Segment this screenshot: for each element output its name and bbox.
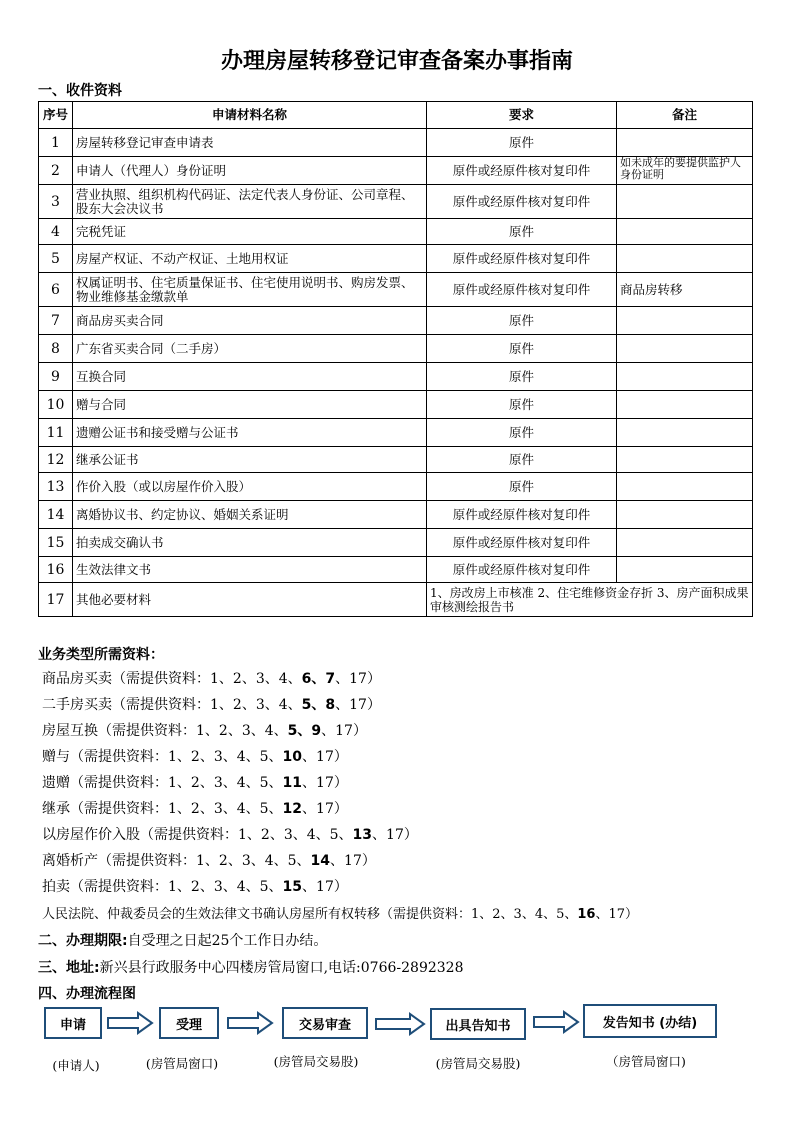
biz-type-list-end: 、17） xyxy=(302,775,348,791)
biz-type-item xyxy=(42,694,381,714)
biz-type-name: 人民法院、仲裁委员会的生效法律文书确认房屋所有权转移 xyxy=(42,907,381,922)
row-note: 如未成年的要提供监护人身份证明 xyxy=(617,157,753,185)
row-requirement: 原件 xyxy=(427,129,617,157)
row-note xyxy=(617,363,753,391)
biz-type-key-items: 13 xyxy=(352,827,373,843)
biz-type-list: （需提供资料：1、2、3、4、5、 xyxy=(140,827,353,843)
address-line xyxy=(38,957,464,977)
row-note xyxy=(617,473,753,501)
flow-step-notice: 出具告知书 xyxy=(430,1008,526,1040)
table-row xyxy=(39,391,753,419)
flow-who-accept: (房管局窗口) xyxy=(145,1056,219,1071)
row-material-name: 遗赠公证书和接受赠与公证书 xyxy=(73,419,427,447)
row-material-name: 作价入股（或以房屋作价入股） xyxy=(73,473,427,501)
row-note xyxy=(617,419,753,447)
table-row xyxy=(39,219,753,245)
biz-type-key-items: 5、8 xyxy=(301,697,336,713)
flow-who-issue: （房管局窗口) xyxy=(606,1054,686,1069)
table-row xyxy=(39,245,753,273)
biz-type-key-items: 16 xyxy=(577,907,596,922)
row-requirement: 原件 xyxy=(427,419,617,447)
row-material-name: 房屋转移登记审查申请表 xyxy=(73,129,427,157)
biz-type-item xyxy=(42,720,367,740)
biz-type-key-items: 5、9 xyxy=(287,723,322,739)
row-number: 9 xyxy=(39,363,73,391)
row-note xyxy=(617,391,753,419)
row-requirement: 原件 xyxy=(427,473,617,501)
table-row xyxy=(39,419,753,447)
row-material-name: 申请人（代理人）身份证明 xyxy=(73,157,427,185)
biz-type-key-items: 12 xyxy=(282,801,303,817)
row-note xyxy=(617,219,753,245)
flow-heading: 四、办理流程图 xyxy=(38,986,136,1002)
flow-step-issue: 发告知书 (办结) xyxy=(583,1004,717,1038)
table-row xyxy=(39,447,753,473)
biz-type-list: （需提供资料：1、2、3、4、5、 xyxy=(70,749,283,765)
row-number: 15 xyxy=(39,529,73,557)
row-note xyxy=(617,501,753,529)
address-text: 新兴县行政服务中心四楼房管局窗口,电话:0766-2892328 xyxy=(99,960,464,976)
row-note xyxy=(617,335,753,363)
biz-type-list: （需提供资料：1、2、3、4、 xyxy=(112,697,302,713)
biz-type-item xyxy=(42,850,376,870)
flow-arrow-3-icon xyxy=(374,1012,426,1036)
biz-type-name: 遗赠 xyxy=(42,775,70,791)
biz-type-item xyxy=(42,668,381,688)
row-requirement: 原件或经原件核对复印件 xyxy=(427,529,617,557)
row-material-name: 离婚协议书、约定协议、婚姻关系证明 xyxy=(73,501,427,529)
biz-type-key-items: 11 xyxy=(282,775,303,791)
row-number: 4 xyxy=(39,219,73,245)
period-label: 二、办理期限: xyxy=(38,933,128,949)
row-material-name: 完税凭证 xyxy=(73,219,427,245)
row-material-name: 赠与合同 xyxy=(73,391,427,419)
row-requirement: 原件 xyxy=(427,391,617,419)
biz-type-item xyxy=(42,746,348,766)
biz-type-list-end: 、17） xyxy=(321,723,367,739)
biz-type-key-items: 15 xyxy=(282,879,303,895)
row-number: 8 xyxy=(39,335,73,363)
biz-type-list-end: 、17） xyxy=(335,671,381,687)
table-row xyxy=(39,557,753,583)
biz-type-list-end: 、17） xyxy=(372,827,418,843)
row-number: 5 xyxy=(39,245,73,273)
table-row xyxy=(39,473,753,501)
biz-type-list: （需提供资料：1、2、3、4、5、 xyxy=(380,907,578,922)
row-number: 11 xyxy=(39,419,73,447)
biz-type-key-items: 14 xyxy=(310,853,331,869)
biz-type-list-end: 、17） xyxy=(302,749,348,765)
row-number: 1 xyxy=(39,129,73,157)
row-note xyxy=(617,307,753,335)
table-row xyxy=(39,273,753,307)
biz-type-list-end: 、17） xyxy=(335,697,381,713)
row-material-name: 房屋产权证、不动产权证、土地用权证 xyxy=(73,245,427,273)
row-note xyxy=(617,129,753,157)
row-note xyxy=(617,447,753,473)
biz-type-list: （需提供资料：1、2、3、4、5、 xyxy=(70,879,283,895)
biz-type-key-items: 10 xyxy=(282,749,303,765)
biz-type-list-end: 、17） xyxy=(302,801,348,817)
biz-type-name: 离婚析产 xyxy=(42,853,98,869)
row-material-name: 商品房买卖合同 xyxy=(73,307,427,335)
row-requirement: 原件 xyxy=(427,335,617,363)
biz-type-item xyxy=(42,903,638,922)
biz-type-name: 以房屋作价入股 xyxy=(42,827,140,843)
biz-type-item xyxy=(42,876,348,896)
period-text: 自受理之日起25个工作日办结。 xyxy=(127,933,328,949)
row-number: 2 xyxy=(39,157,73,185)
flow-arrow-1-icon xyxy=(106,1011,154,1035)
row-requirement: 原件或经原件核对复印件 xyxy=(427,501,617,529)
biz-type-item xyxy=(42,772,348,792)
row-requirement: 原件或经原件核对复印件 xyxy=(427,185,617,219)
address-label: 三、地址: xyxy=(38,960,100,976)
row-material-name: 营业执照、组织机构代码证、法定代表人身份证、公司章程、股东大会决议书 xyxy=(73,185,427,219)
biz-type-list: （需提供资料：1、2、3、4、5、 xyxy=(98,853,311,869)
row-material-name: 拍卖成交确认书 xyxy=(73,529,427,557)
header-req: 要求 xyxy=(427,102,617,129)
biz-type-list: （需提供资料：1、2、3、4、 xyxy=(112,671,302,687)
row-number: 16 xyxy=(39,557,73,583)
row-number: 3 xyxy=(39,185,73,219)
table-body xyxy=(39,129,753,617)
row-note xyxy=(617,245,753,273)
row-note: 商品房转移 xyxy=(617,273,753,307)
row-note xyxy=(617,557,753,583)
flow-arrow-4-icon xyxy=(532,1010,580,1034)
row-requirement: 原件或经原件核对复印件 xyxy=(427,273,617,307)
header-name: 申请材料名称 xyxy=(73,102,427,129)
table-header-row xyxy=(39,102,753,129)
biz-type-item xyxy=(42,798,348,818)
flow-who-review: (房管局交易股) xyxy=(273,1054,359,1069)
row-material-name: 继承公证书 xyxy=(73,447,427,473)
row-note xyxy=(617,185,753,219)
row-material-name: 其他必要材料 xyxy=(73,583,427,617)
row-requirement: 原件或经原件核对复印件 xyxy=(427,557,617,583)
row-requirement: 原件 xyxy=(427,447,617,473)
biz-type-name: 赠与 xyxy=(42,749,70,765)
table-row xyxy=(39,307,753,335)
row-material-name: 互换合同 xyxy=(73,363,427,391)
row-number: 17 xyxy=(39,583,73,617)
table-row xyxy=(39,529,753,557)
biz-type-list-end: 、17） xyxy=(302,879,348,895)
row-requirement: 原件 xyxy=(427,363,617,391)
page-title: 办理房屋转移登记审查备案办事指南 xyxy=(220,49,573,74)
row-material-name: 生效法律文书 xyxy=(73,557,427,583)
row-requirement: 1、房改房上市核准 2、住宅维修资金存折 3、房产面积成果审核测绘报告书 xyxy=(427,583,753,617)
biz-type-list: （需提供资料：1、2、3、4、5、 xyxy=(70,801,283,817)
table-row xyxy=(39,157,753,185)
biz-types-heading: 业务类型所需资料： xyxy=(38,647,164,663)
row-number: 12 xyxy=(39,447,73,473)
row-requirement: 原件 xyxy=(427,307,617,335)
flow-who-notice: (房管局交易股) xyxy=(435,1056,521,1071)
table-row xyxy=(39,185,753,219)
row-requirement: 原件或经原件核对复印件 xyxy=(427,157,617,185)
biz-type-name: 二手房买卖 xyxy=(42,697,112,713)
table-row xyxy=(39,501,753,529)
section-materials-heading: 一、收件资料 xyxy=(38,83,122,99)
materials-table xyxy=(38,101,753,617)
row-number: 13 xyxy=(39,473,73,501)
row-number: 10 xyxy=(39,391,73,419)
biz-type-key-items: 6、7 xyxy=(301,671,336,687)
biz-type-name: 继承 xyxy=(42,801,70,817)
biz-type-list: （需提供资料：1、2、3、4、 xyxy=(98,723,288,739)
flow-step-apply: 申请 xyxy=(44,1007,102,1039)
row-requirement: 原件或经原件核对复印件 xyxy=(427,245,617,273)
header-note: 备注 xyxy=(617,102,753,129)
header-no: 序号 xyxy=(39,102,73,129)
biz-type-list-end: 、17） xyxy=(595,907,639,922)
table-row xyxy=(39,335,753,363)
table-row xyxy=(39,363,753,391)
biz-type-name: 商品房买卖 xyxy=(42,671,112,687)
row-material-name: 广东省买卖合同（二手房） xyxy=(73,335,427,363)
row-number: 14 xyxy=(39,501,73,529)
biz-type-item xyxy=(42,824,418,844)
table-row xyxy=(39,583,753,617)
row-material-name: 权属证明书、住宅质量保证书、住宅使用说明书、购房发票、物业维修基金缴款单 xyxy=(73,273,427,307)
row-number: 6 xyxy=(39,273,73,307)
flow-step-accept: 受理 xyxy=(159,1007,219,1039)
biz-type-name: 拍卖 xyxy=(42,879,70,895)
biz-type-list: （需提供资料：1、2、3、4、5、 xyxy=(70,775,283,791)
row-note xyxy=(617,529,753,557)
biz-type-name: 房屋互换 xyxy=(42,723,98,739)
flow-arrow-2-icon xyxy=(226,1011,274,1035)
flow-step-review: 交易审查 xyxy=(282,1007,368,1039)
table-row xyxy=(39,129,753,157)
biz-type-list-end: 、17） xyxy=(330,853,376,869)
period-line xyxy=(38,930,327,950)
flow-who-apply: (申请人) xyxy=(52,1058,100,1073)
row-number: 7 xyxy=(39,307,73,335)
row-requirement: 原件 xyxy=(427,219,617,245)
